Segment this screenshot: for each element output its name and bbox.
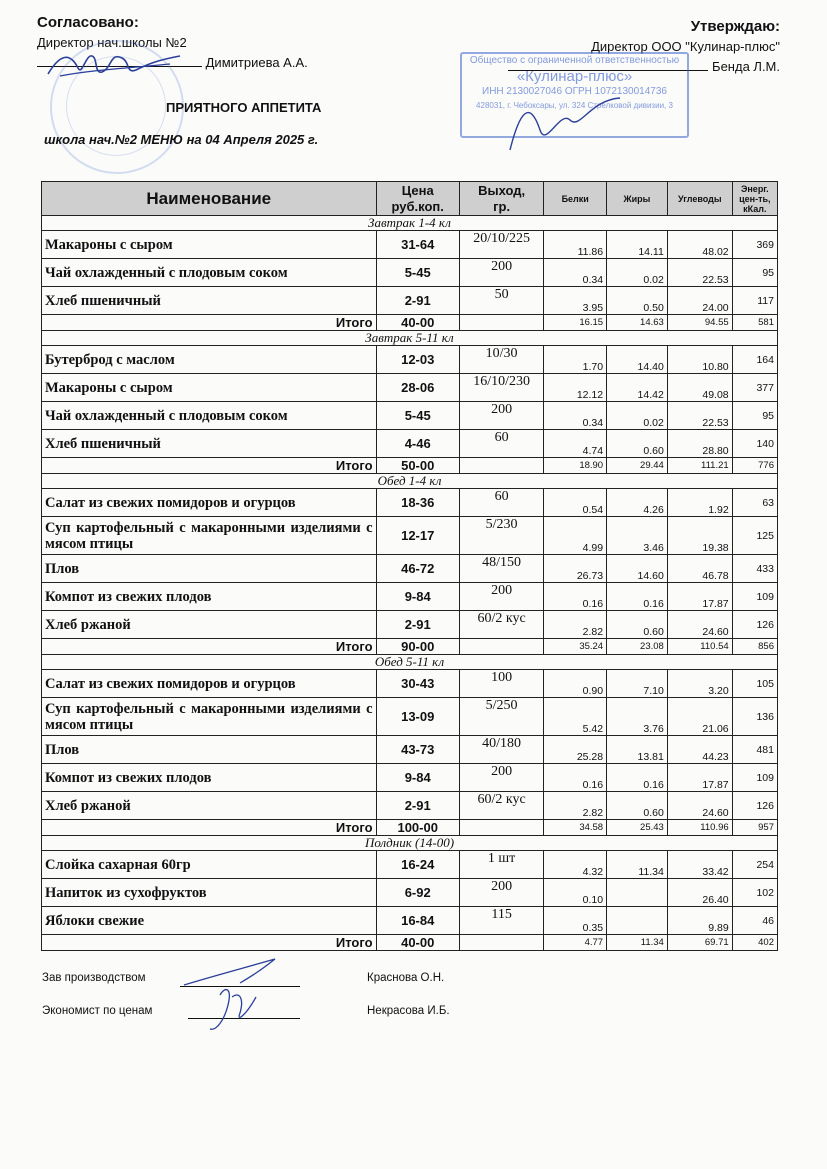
total-protein: 18.90 — [544, 458, 607, 474]
section-title: Завтрак 1-4 кл — [42, 216, 778, 231]
total-fat: 29.44 — [607, 458, 668, 474]
dish-price: 6-92 — [376, 879, 459, 907]
dish-output: 200 — [459, 764, 543, 792]
menu-item-row — [42, 402, 778, 430]
total-fat: 25.43 — [607, 820, 668, 836]
signature-left-icon — [40, 44, 190, 84]
dish-price: 5-45 — [376, 402, 459, 430]
footer-role-1: Зав производством — [42, 972, 146, 984]
total-fat: 14.63 — [607, 315, 668, 331]
dish-carbs: 24.00 — [667, 287, 732, 315]
dish-protein: 0.34 — [544, 402, 607, 430]
dish-name: Суп картофельный с макаронными изделиями с мясом птицы — [42, 517, 377, 555]
signature-footer-icon — [180, 955, 300, 1035]
dish-output: 60/2 кус — [459, 792, 543, 820]
total-output-empty — [459, 639, 543, 655]
col-protein-header: Белки — [544, 182, 607, 216]
dish-kcal: 126 — [732, 611, 777, 639]
dish-price: 30-43 — [376, 670, 459, 698]
dish-carbs: 44.23 — [667, 736, 732, 764]
dish-kcal: 254 — [732, 851, 777, 879]
approval-right-title: Утверждаю: — [690, 18, 780, 35]
dish-protein: 0.16 — [544, 583, 607, 611]
dish-kcal: 433 — [732, 555, 777, 583]
dish-fat: 3.76 — [607, 698, 668, 736]
dish-protein: 4.32 — [544, 851, 607, 879]
menu-item-row — [42, 670, 778, 698]
total-carbs: 110.54 — [667, 639, 732, 655]
dish-fat: 11.34 — [607, 851, 668, 879]
dish-protein: 3.95 — [544, 287, 607, 315]
col-output-header: Выход, гр. — [459, 182, 543, 216]
dish-protein: 5.42 — [544, 698, 607, 736]
total-protein: 4.77 — [544, 935, 607, 951]
total-label: Итого — [42, 935, 377, 951]
dish-carbs: 33.42 — [667, 851, 732, 879]
dish-output: 5/230 — [459, 517, 543, 555]
section-header-row — [42, 216, 778, 231]
total-output-empty — [459, 820, 543, 836]
menu-item-row — [42, 792, 778, 820]
section-header-row — [42, 331, 778, 346]
dish-protein: 25.28 — [544, 736, 607, 764]
menu-item-row — [42, 231, 778, 259]
dish-protein: 12.12 — [544, 374, 607, 402]
dish-name: Компот из свежих плодов — [42, 583, 377, 611]
dish-fat: 0.50 — [607, 287, 668, 315]
total-row — [42, 639, 778, 655]
dish-fat: 0.16 — [607, 764, 668, 792]
dish-name: Плов — [42, 736, 377, 764]
dish-price: 4-46 — [376, 430, 459, 458]
dish-fat: 14.40 — [607, 346, 668, 374]
dish-kcal: 140 — [732, 430, 777, 458]
dish-protein: 11.86 — [544, 231, 607, 259]
total-row — [42, 315, 778, 331]
dish-protein: 1.70 — [544, 346, 607, 374]
dish-output: 50 — [459, 287, 543, 315]
dish-name: Яблоки свежие — [42, 907, 377, 935]
menu-item-row — [42, 287, 778, 315]
total-kcal: 957 — [732, 820, 777, 836]
stamp-line-4: 428031, г. Чебоксары, ул. 324 Стрелковой дивизии, 3 — [476, 101, 673, 110]
dish-name: Хлеб ржаной — [42, 792, 377, 820]
dish-name: Хлеб пшеничный — [42, 287, 377, 315]
dish-kcal: 125 — [732, 517, 777, 555]
total-price: 40-00 — [376, 315, 459, 331]
dish-fat: 0.60 — [607, 792, 668, 820]
approval-left-name: Димитриева А.А. — [205, 55, 308, 70]
dish-kcal: 481 — [732, 736, 777, 764]
dish-name: Плов — [42, 555, 377, 583]
heading: ПРИЯТНОГО АППЕТИТА — [166, 100, 322, 115]
dish-name: Хлеб ржаной — [42, 611, 377, 639]
total-price: 50-00 — [376, 458, 459, 474]
total-output-empty — [459, 458, 543, 474]
stamp-line-1: Общество с ограниченной ответственностью — [469, 55, 680, 66]
dish-name: Слойка сахарная 60гр — [42, 851, 377, 879]
dish-carbs: 49.08 — [667, 374, 732, 402]
table-header-row — [42, 182, 778, 216]
dish-price: 12-03 — [376, 346, 459, 374]
dish-output: 115 — [459, 907, 543, 935]
footer-name-2: Некрасова И.Б. — [367, 1005, 450, 1017]
dish-price: 28-06 — [376, 374, 459, 402]
dish-name: Бутерброд с маслом — [42, 346, 377, 374]
total-kcal: 402 — [732, 935, 777, 951]
menu-item-row — [42, 555, 778, 583]
menu-date-heading: школа нач.№2 МЕНЮ на 04 Апреля 2025 г. — [44, 132, 319, 147]
dish-name: Макароны с сыром — [42, 231, 377, 259]
dish-kcal: 117 — [732, 287, 777, 315]
menu-item-row — [42, 346, 778, 374]
dish-output: 60 — [459, 489, 543, 517]
dish-protein: 2.82 — [544, 792, 607, 820]
dish-fat — [607, 879, 668, 907]
approval-right-position: Директор ООО "Кулинар-плюс" — [591, 39, 780, 54]
signature-right-icon — [500, 90, 630, 160]
total-label: Итого — [42, 315, 377, 331]
menu-item-row — [42, 907, 778, 935]
menu-table — [41, 181, 778, 951]
footer-role-2: Экономист по ценам — [42, 1005, 153, 1017]
dish-output: 200 — [459, 879, 543, 907]
dish-name: Хлеб пшеничный — [42, 430, 377, 458]
dish-price: 9-84 — [376, 583, 459, 611]
col-price-header: Цена руб.коп. — [376, 182, 459, 216]
section-title: Полдник (14-00) — [42, 836, 778, 851]
dish-kcal: 136 — [732, 698, 777, 736]
total-fat: 11.34 — [607, 935, 668, 951]
dish-fat: 14.42 — [607, 374, 668, 402]
dish-protein: 0.16 — [544, 764, 607, 792]
dish-protein: 0.54 — [544, 489, 607, 517]
dish-fat: 0.02 — [607, 259, 668, 287]
dish-price: 46-72 — [376, 555, 459, 583]
section-header-row — [42, 836, 778, 851]
total-protein: 35.24 — [544, 639, 607, 655]
dish-carbs: 1.92 — [667, 489, 732, 517]
total-row — [42, 935, 778, 951]
menu-item-row — [42, 879, 778, 907]
dish-output: 40/180 — [459, 736, 543, 764]
dish-carbs: 10.80 — [667, 346, 732, 374]
dish-kcal: 63 — [732, 489, 777, 517]
total-carbs: 110.96 — [667, 820, 732, 836]
dish-kcal: 109 — [732, 583, 777, 611]
dish-fat: 4.26 — [607, 489, 668, 517]
dish-kcal: 126 — [732, 792, 777, 820]
total-row — [42, 820, 778, 836]
dish-output: 5/250 — [459, 698, 543, 736]
total-kcal: 776 — [732, 458, 777, 474]
dish-name: Суп картофельный с макаронными изделиями с мясом птицы — [42, 698, 377, 736]
approval-left-title: Согласовано: — [37, 14, 139, 31]
section-title: Завтрак 5-11 кл — [42, 331, 778, 346]
dish-price: 9-84 — [376, 764, 459, 792]
dish-name: Компот из свежих плодов — [42, 764, 377, 792]
menu-item-row — [42, 736, 778, 764]
dish-fat: 0.02 — [607, 402, 668, 430]
dish-name: Салат из свежих помидоров и огурцов — [42, 489, 377, 517]
approval-right — [440, 18, 780, 74]
total-carbs: 111.21 — [667, 458, 732, 474]
dish-carbs: 46.78 — [667, 555, 732, 583]
dish-output: 200 — [459, 583, 543, 611]
dish-protein: 2.82 — [544, 611, 607, 639]
dish-output: 200 — [459, 402, 543, 430]
dish-fat: 3.46 — [607, 517, 668, 555]
dish-carbs: 21.06 — [667, 698, 732, 736]
dish-carbs: 3.20 — [667, 670, 732, 698]
dish-carbs: 24.60 — [667, 611, 732, 639]
dish-name: Макароны с сыром — [42, 374, 377, 402]
dish-fat: 7.10 — [607, 670, 668, 698]
section-header-row — [42, 474, 778, 489]
menu-item-row — [42, 851, 778, 879]
dish-output: 1 шт — [459, 851, 543, 879]
dish-output: 48/150 — [459, 555, 543, 583]
total-output-empty — [459, 315, 543, 331]
dish-output: 10/30 — [459, 346, 543, 374]
dish-fat: 0.16 — [607, 583, 668, 611]
section-title: Обед 1-4 кл — [42, 474, 778, 489]
total-row — [42, 458, 778, 474]
dish-fat: 0.60 — [607, 611, 668, 639]
footer-name-1: Краснова О.Н. — [367, 972, 445, 984]
total-price: 40-00 — [376, 935, 459, 951]
total-protein: 16.15 — [544, 315, 607, 331]
menu-item-row — [42, 611, 778, 639]
section-title: Обед 5-11 кл — [42, 655, 778, 670]
dish-carbs: 19.38 — [667, 517, 732, 555]
dish-price: 43-73 — [376, 736, 459, 764]
total-kcal: 856 — [732, 639, 777, 655]
total-carbs: 94.55 — [667, 315, 732, 331]
menu-item-row — [42, 489, 778, 517]
dish-fat: 0.60 — [607, 430, 668, 458]
dish-carbs: 9.89 — [667, 907, 732, 935]
dish-price: 13-09 — [376, 698, 459, 736]
dish-kcal: 46 — [732, 907, 777, 935]
dish-price: 18-36 — [376, 489, 459, 517]
dish-kcal: 369 — [732, 231, 777, 259]
signature-line-right — [508, 56, 708, 71]
dish-kcal: 95 — [732, 402, 777, 430]
dish-price: 2-91 — [376, 611, 459, 639]
dish-price: 5-45 — [376, 259, 459, 287]
dish-protein: 26.73 — [544, 555, 607, 583]
dish-protein: 0.10 — [544, 879, 607, 907]
dish-protein: 0.35 — [544, 907, 607, 935]
dish-protein: 0.34 — [544, 259, 607, 287]
dish-carbs: 28.80 — [667, 430, 732, 458]
dish-carbs: 24.60 — [667, 792, 732, 820]
dish-output: 200 — [459, 259, 543, 287]
total-carbs: 69.71 — [667, 935, 732, 951]
stamp-line-2: «Кулинар-плюс» — [516, 68, 633, 85]
total-price: 90-00 — [376, 639, 459, 655]
dish-protein: 4.99 — [544, 517, 607, 555]
section-header-row — [42, 655, 778, 670]
dish-name: Чай охлажденный с плодовым соком — [42, 259, 377, 287]
total-label: Итого — [42, 458, 377, 474]
menu-item-row — [42, 374, 778, 402]
total-label: Итого — [42, 639, 377, 655]
approval-left-position: Директор нач.школы №2 — [37, 35, 187, 50]
col-energy-header: Энерг. цен-ть, кКал. — [732, 182, 777, 216]
menu-item-row — [42, 430, 778, 458]
dish-carbs: 22.53 — [667, 259, 732, 287]
dish-fat — [607, 907, 668, 935]
col-name-header: Наименование — [42, 182, 377, 216]
dish-carbs: 48.02 — [667, 231, 732, 259]
dish-output: 16/10/230 — [459, 374, 543, 402]
dish-price: 16-84 — [376, 907, 459, 935]
dish-carbs: 26.40 — [667, 879, 732, 907]
dish-fat: 13.81 — [607, 736, 668, 764]
dish-name: Салат из свежих помидоров и огурцов — [42, 670, 377, 698]
dish-output: 60 — [459, 430, 543, 458]
dish-name: Напиток из сухофруктов — [42, 879, 377, 907]
dish-protein: 4.74 — [544, 430, 607, 458]
dish-kcal: 105 — [732, 670, 777, 698]
menu-item-row — [42, 259, 778, 287]
dish-carbs: 17.87 — [667, 583, 732, 611]
dish-output: 60/2 кус — [459, 611, 543, 639]
total-protein: 34.58 — [544, 820, 607, 836]
total-price: 100-00 — [376, 820, 459, 836]
col-fat-header: Жиры — [607, 182, 668, 216]
dish-kcal: 377 — [732, 374, 777, 402]
dish-fat: 14.11 — [607, 231, 668, 259]
col-carbs-header: Углеводы — [667, 182, 732, 216]
dish-price: 2-91 — [376, 792, 459, 820]
dish-output: 20/10/225 — [459, 231, 543, 259]
menu-item-row — [42, 698, 778, 736]
dish-output: 100 — [459, 670, 543, 698]
dish-kcal: 164 — [732, 346, 777, 374]
approval-right-name: Бенда Л.М. — [712, 59, 780, 74]
dish-fat: 14.60 — [607, 555, 668, 583]
stamp-line-3: ИНН 2130027046 ОГРН 1072130014736 — [482, 86, 667, 97]
dish-name: Чай охлажденный с плодовым соком — [42, 402, 377, 430]
menu-item-row — [42, 583, 778, 611]
dish-kcal: 102 — [732, 879, 777, 907]
dish-carbs: 22.53 — [667, 402, 732, 430]
dish-protein: 0.90 — [544, 670, 607, 698]
dish-price: 16-24 — [376, 851, 459, 879]
menu-item-row — [42, 517, 778, 555]
dish-price: 2-91 — [376, 287, 459, 315]
total-label: Итого — [42, 820, 377, 836]
total-fat: 23.08 — [607, 639, 668, 655]
total-output-empty — [459, 935, 543, 951]
dish-carbs: 17.87 — [667, 764, 732, 792]
dish-kcal: 95 — [732, 259, 777, 287]
menu-item-row — [42, 764, 778, 792]
total-kcal: 581 — [732, 315, 777, 331]
dish-price: 31-64 — [376, 231, 459, 259]
dish-kcal: 109 — [732, 764, 777, 792]
dish-price: 12-17 — [376, 517, 459, 555]
